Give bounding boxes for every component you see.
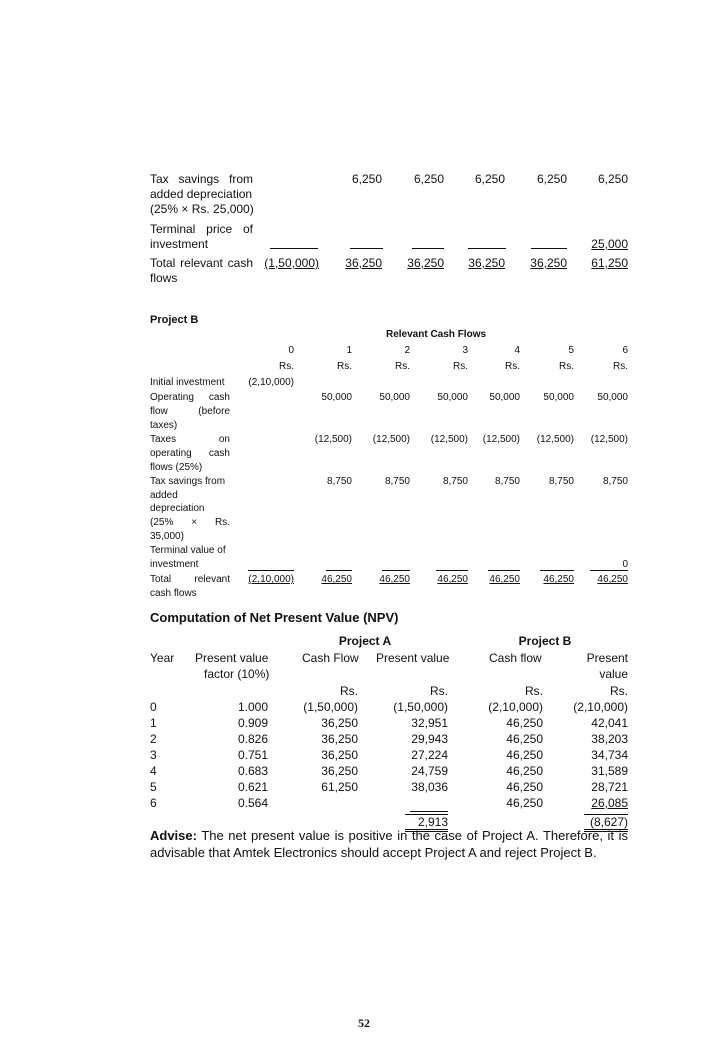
row-label-tax-savings-1: Tax savings from <box>150 172 253 186</box>
npv-cell-cfA: 36,250 <box>321 748 358 762</box>
cell-value: 50,000 <box>379 392 410 403</box>
blank-line <box>488 562 520 571</box>
cell-value: 36,250 <box>468 256 505 270</box>
npv-cell-cfA: 36,250 <box>321 716 358 730</box>
blank-line <box>531 240 567 249</box>
header-present-value-a: Present value <box>376 651 450 665</box>
npv-cell-cfB: 46,250 <box>506 764 543 778</box>
advise-text-1: The net present value is positive in the case of Project A. Therefore, it is <box>201 828 628 843</box>
blank-line <box>248 562 294 571</box>
row-label-total-1: Total relevant <box>150 574 230 585</box>
npv-cell-cfA: 61,250 <box>321 780 358 794</box>
npv-cell-pvA: 38,036 <box>411 780 448 794</box>
row-label-total-2: flows <box>150 271 178 285</box>
cell-value: 50,000 <box>543 392 574 403</box>
npv-cell-pvB: 42,041 <box>591 716 628 730</box>
row-label-operating-1: Operating cash <box>150 392 230 403</box>
npv-title: Computation of Net Present Value (NPV) <box>150 610 399 625</box>
row-label-taxsav-1: Tax savings from <box>150 476 226 487</box>
npv-cell-pvf: 0.621 <box>237 780 268 794</box>
page-number: 52 <box>358 1016 370 1030</box>
blank-line <box>412 240 444 249</box>
cell-value: 0 <box>590 559 628 571</box>
cell-value: 46,250 <box>597 574 628 585</box>
advise-line-1 <box>150 828 628 843</box>
npv-cell-cfB: 46,250 <box>506 796 543 810</box>
currency-label: Rs. <box>525 684 543 698</box>
row-label-terminal-2: investment <box>150 237 209 251</box>
project-b-heading: Project B <box>150 314 199 326</box>
blank-line <box>326 562 352 571</box>
row-label-tax-savings-2: added depreciation <box>150 187 253 201</box>
cell-value: (1,50,000) <box>264 256 319 270</box>
npv-cell-cfB: 46,250 <box>506 780 543 794</box>
row-label-terminal-1: Terminal price of <box>150 222 253 236</box>
cell-value: 61,250 <box>591 256 628 270</box>
npv-cell-year: 4 <box>150 764 157 778</box>
blank-line <box>350 240 383 249</box>
currency-label: Rs. <box>610 684 628 698</box>
header-cash-flow-b: Cash flow <box>489 651 542 665</box>
row-label-terminal-2: investment <box>150 559 199 570</box>
cell-value: 50,000 <box>437 392 468 403</box>
npv-cell-year: 5 <box>150 780 157 794</box>
advise-label: Advise: <box>150 828 197 843</box>
year-header: 1 <box>346 345 352 356</box>
blank-line <box>436 562 468 571</box>
npv-cell-year: 1 <box>150 716 157 730</box>
currency-header: Rs. <box>337 361 352 372</box>
header-cash-flow-a: Cash Flow <box>302 651 359 665</box>
row-label-operating-2: flow (before <box>150 406 230 417</box>
cell-value: 50,000 <box>321 392 352 403</box>
npv-cell-pvA: (1,50,000) <box>393 700 448 714</box>
row-label-taxsav-5: 35,000) <box>150 531 184 542</box>
npv-cell-pvf: 0.909 <box>237 716 268 730</box>
header-year: Year <box>150 651 175 665</box>
npv-cell-pvB: 26,085 <box>591 796 628 810</box>
year-header: 5 <box>568 345 574 356</box>
header-pvf-2: factor (10%) <box>204 667 270 681</box>
cell-value: 8,750 <box>494 476 520 487</box>
cell-value: 46,250 <box>321 574 352 585</box>
row-label-tax-savings-3: (25% × Rs. 25,000) <box>150 202 254 216</box>
npv-cell-year: 0 <box>150 700 157 714</box>
cell-value: 6,250 <box>474 172 505 186</box>
npv-cell-year: 3 <box>150 748 157 762</box>
cell-value: 36,250 <box>407 256 444 270</box>
project-a-label: Project A <box>338 634 392 648</box>
cell-value: 36,250 <box>530 256 567 270</box>
row-label-terminal-1: Terminal value of <box>150 545 226 556</box>
npv-cell-cfB: 46,250 <box>506 748 543 762</box>
blank-line <box>540 562 574 571</box>
cell-value: 50,000 <box>489 392 520 403</box>
cell-value: 8,750 <box>602 476 628 487</box>
year-header: 0 <box>288 345 294 356</box>
npv-cell-cfB: 46,250 <box>506 716 543 730</box>
cell-value: 50,000 <box>597 392 628 403</box>
npv-cell-pvA: 32,951 <box>411 716 448 730</box>
header-pvf-1: Present value <box>195 651 269 665</box>
npv-cell-pvB: (2,10,000) <box>573 700 628 714</box>
npv-cell-cfA: (1,50,000) <box>303 700 358 714</box>
advise-line-2: advisable that Amtek Electronics should accept Project A and reject Project B. <box>150 845 597 860</box>
cell-value: (2,10,000) <box>248 377 294 388</box>
npv-cell-year: 2 <box>150 732 157 746</box>
npv-total-a: 2,913 <box>405 814 448 832</box>
cell-value: 25,000 <box>591 237 628 251</box>
npv-cell-cfA: 36,250 <box>321 764 358 778</box>
cell-value: 6,250 <box>413 172 444 186</box>
blank-line <box>270 240 318 249</box>
year-header: 3 <box>462 345 468 356</box>
cell-value: (2,10,000) <box>248 574 294 585</box>
header-present-value-b-1: Present <box>586 651 628 665</box>
npv-cell-pvf: 0.564 <box>237 796 268 810</box>
row-label-total-1: Total relevant cash <box>150 256 253 270</box>
row-label-taxsav-4: (25% × Rs. <box>150 517 230 528</box>
cell-value: 8,750 <box>548 476 574 487</box>
cell-value: 8,750 <box>442 476 468 487</box>
npv-cell-pvA: 29,943 <box>411 732 448 746</box>
cell-value: 6,250 <box>351 172 382 186</box>
npv-cell-pvB: 31,589 <box>591 764 628 778</box>
cell-value: (12,500) <box>430 434 468 445</box>
cell-value: (12,500) <box>372 434 410 445</box>
currency-label: Rs. <box>340 684 358 698</box>
row-label-taxsav-2: added <box>150 490 178 501</box>
npv-cell-cfB: (2,10,000) <box>488 700 543 714</box>
cell-value: 46,250 <box>379 574 410 585</box>
npv-cell-pvA: 24,759 <box>411 764 448 778</box>
relevant-cash-flows-label: Relevant Cash Flows <box>386 329 487 340</box>
currency-header: Rs. <box>453 361 468 372</box>
npv-total-b: (8,627) <box>584 814 628 832</box>
blank-line <box>410 803 448 812</box>
cell-value: 46,250 <box>437 574 468 585</box>
blank-line <box>468 240 506 249</box>
year-header: 2 <box>404 345 410 356</box>
row-label-total-2: cash flows <box>150 588 197 599</box>
currency-header: Rs. <box>279 361 294 372</box>
cell-value: 8,750 <box>384 476 410 487</box>
cell-value: (12,500) <box>536 434 574 445</box>
npv-cell-pvB: 34,734 <box>591 748 628 762</box>
currency-header: Rs. <box>613 361 628 372</box>
npv-cell-pvf: 0.826 <box>237 732 268 746</box>
npv-cell-pvf: 0.683 <box>237 764 268 778</box>
cell-value: 8,750 <box>326 476 352 487</box>
blank-line <box>382 562 410 571</box>
currency-header: Rs. <box>505 361 520 372</box>
currency-label: Rs. <box>430 684 448 698</box>
row-label-operating-3: taxes) <box>150 420 178 431</box>
npv-cell-cfA: 36,250 <box>321 732 358 746</box>
row-label-taxes-3: flows (25%) <box>150 462 203 473</box>
project-b-label: Project B <box>518 634 572 648</box>
year-header: 4 <box>514 345 520 356</box>
year-header: 6 <box>622 345 628 356</box>
cell-value: 46,250 <box>489 574 520 585</box>
npv-cell-pvB: 38,203 <box>591 732 628 746</box>
row-label-taxsav-3: depreciation <box>150 503 205 514</box>
currency-header: Rs. <box>395 361 410 372</box>
currency-header: Rs. <box>559 361 574 372</box>
cell-value: 36,250 <box>345 256 382 270</box>
npv-cell-pvf: 1.000 <box>237 700 268 714</box>
row-label-taxes-2: operating cash <box>150 448 230 459</box>
npv-cell-pvf: 0.751 <box>237 748 268 762</box>
cell-value: (12,500) <box>314 434 352 445</box>
cell-value: 46,250 <box>543 574 574 585</box>
row-label-taxes-1: Taxes on <box>150 434 230 445</box>
npv-cell-pvB: 28,721 <box>591 780 628 794</box>
row-label-initial: Initial investment <box>150 377 225 388</box>
cell-value: (12,500) <box>590 434 628 445</box>
npv-cell-pvA: 27,224 <box>411 748 448 762</box>
cell-value: (12,500) <box>482 434 520 445</box>
cell-value: 6,250 <box>597 172 628 186</box>
cell-value: 6,250 <box>536 172 567 186</box>
npv-cell-cfB: 46,250 <box>506 732 543 746</box>
header-present-value-b-2: value <box>599 667 628 681</box>
npv-cell-year: 6 <box>150 796 157 810</box>
